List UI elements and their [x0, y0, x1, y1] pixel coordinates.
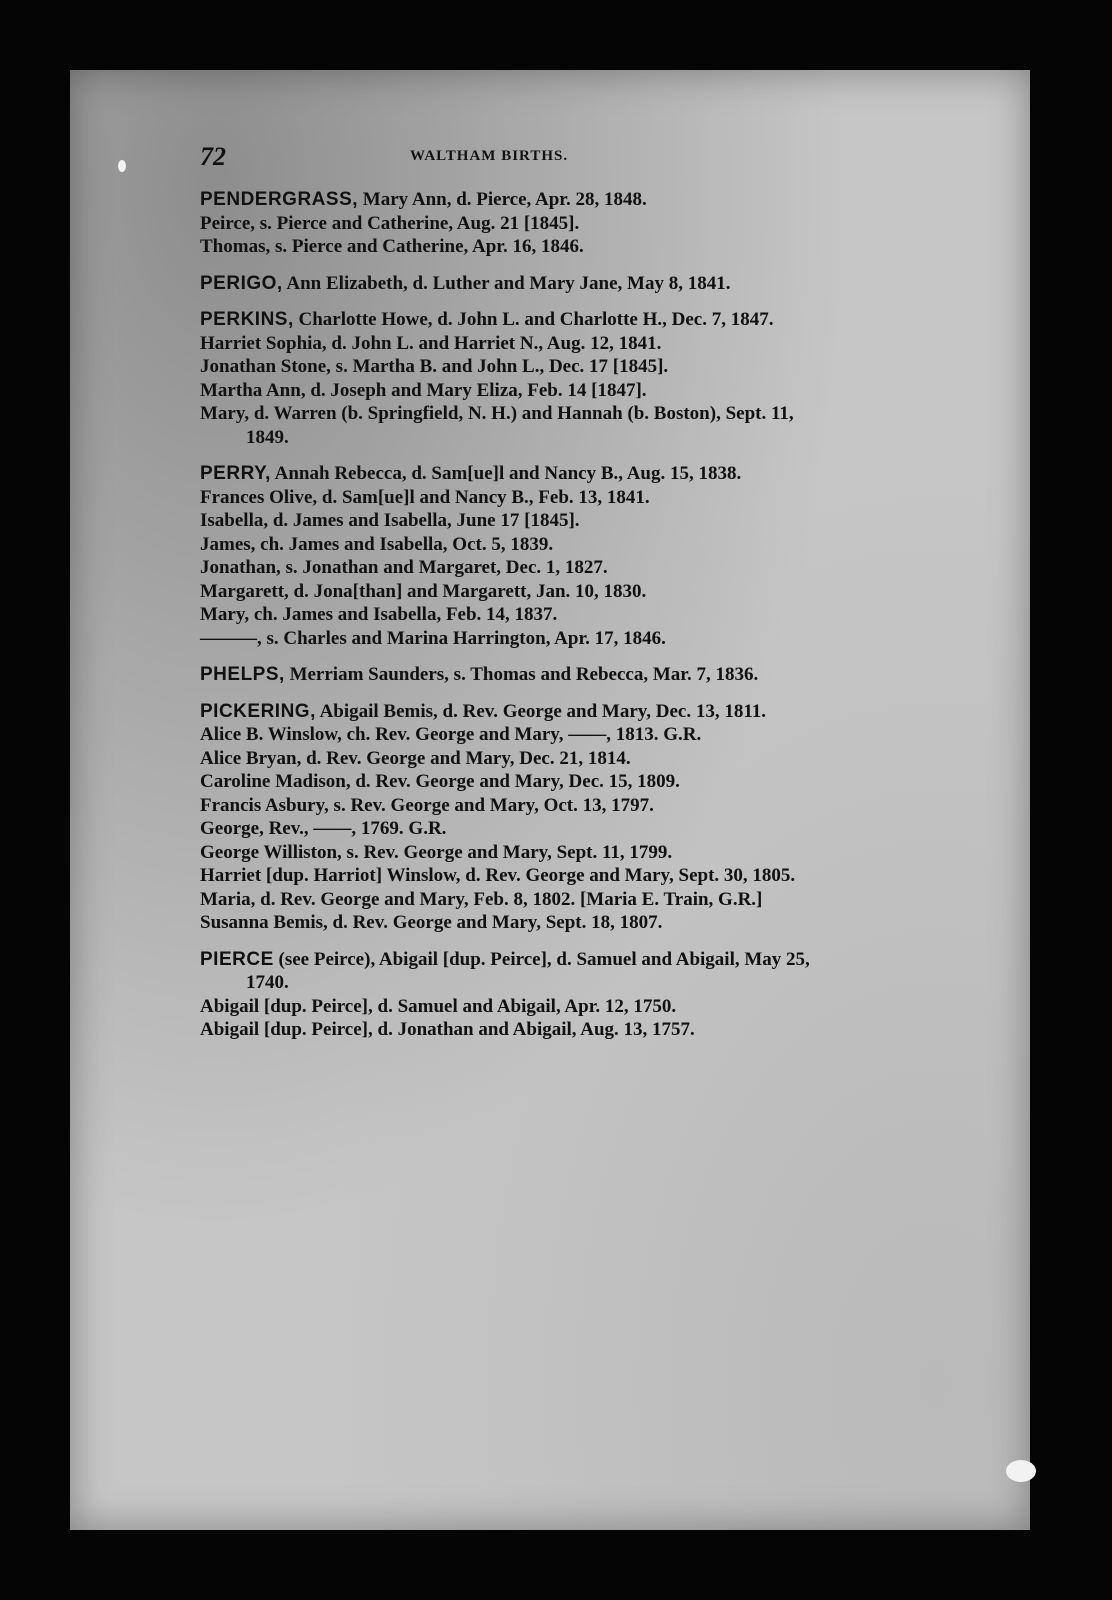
surname-entry: [200, 272, 830, 296]
entry-text: Mary Ann, d. Pierce, Apr. 28, 1848.: [362, 189, 647, 210]
entry-first-line: [200, 308, 830, 332]
entry-text: Annah Rebecca, d. Sam[ue]l and Nancy B., Aug. 15, 1838.: [274, 463, 742, 484]
entry-first-line: [200, 700, 830, 724]
sub-entry: Peirce, s. Pierce and Catherine, Aug. 21 [1845].: [200, 212, 580, 234]
entries-list: [200, 188, 830, 1055]
sub-entry: ———, s. Charles and Marina Harrington, Apr. 17, 1846.: [200, 627, 666, 649]
sub-entry: Martha Ann, d. Joseph and Mary Eliza, Feb. 14 [1847].: [200, 379, 647, 401]
sub-entry: Thomas, s. Pierce and Catherine, Apr. 16, 1846.: [200, 236, 584, 257]
surname-entry: [200, 700, 830, 935]
entry-text: Charlotte Howe, d. John L. and Charlotte H., Dec. 7, 1847.: [298, 309, 774, 330]
sub-entry: Abigail [dup. Peirce], d. Samuel and Abigail, Apr. 12, 1750.: [200, 995, 677, 1017]
entry-first-line: [200, 272, 830, 296]
sub-entry: Jonathan Stone, s. Martha B. and John L., Dec. 17 [1845].: [200, 356, 669, 377]
entry-text: (see Peirce), Abigail [dup. Peirce], d. Samuel and Abigail, May 25, 1740.: [246, 948, 810, 993]
surname: PHELPS,: [200, 664, 285, 685]
scan-speck: [1006, 1460, 1036, 1482]
entry-first-line: [200, 188, 830, 212]
entry-text: Merriam Saunders, s. Thomas and Rebecca, Mar. 7, 1836.: [289, 664, 759, 685]
sub-entry: Abigail [dup. Peirce], d. Jonathan and Abigail, Aug. 13, 1757.: [200, 1019, 695, 1040]
entry-first-line: [200, 462, 830, 486]
entry-first-line: [200, 663, 830, 687]
sub-entry: Mary, d. Warren (b. Springfield, N. H.) and Hannah (b. Boston), Sept. 11, 1849.: [200, 403, 794, 448]
sub-entry: Susanna Bemis, d. Rev. George and Mary, Sept. 18, 1807.: [200, 912, 663, 933]
surname: PIERCE: [200, 948, 274, 970]
surname: PERRY,: [200, 463, 271, 484]
sub-entry: Maria, d. Rev. George and Mary, Feb. 8, 1802. [Maria E. Train, G.R.]: [200, 888, 763, 910]
surname: PENDERGRASS,: [200, 189, 359, 210]
sub-entry: Margarett, d. Jona[than] and Margarett, Jan. 10, 1830.: [200, 580, 647, 602]
page-header: [200, 142, 900, 172]
entry-text: Ann Elizabeth, d. Luther and Mary Jane, May 8, 1841.: [286, 272, 731, 294]
surname-entry: [200, 462, 830, 650]
sub-entry: George Williston, s. Rev. George and Mary, Sept. 11, 1799.: [200, 841, 673, 863]
surname-entry: [200, 188, 830, 259]
surname: PERKINS,: [200, 309, 294, 330]
sub-entry: Alice B. Winslow, ch. Rev. George and Mary, ——, 1813. G.R.: [200, 724, 702, 745]
sub-entry: Harriet Sophia, d. John L. and Harriet N., Aug. 12, 1841.: [200, 332, 662, 354]
sub-entry: James, ch. James and Isabella, Oct. 5, 1839.: [200, 533, 554, 555]
entry-text: Abigail Bemis, d. Rev. George and Mary, Dec. 13, 1811.: [319, 700, 767, 722]
entry-first-line: [200, 948, 830, 995]
running-title: WALTHAM BIRTHS.: [410, 148, 569, 164]
scan-speck: [118, 160, 126, 172]
sub-entry: Alice Bryan, d. Rev. George and Mary, Dec. 21, 1814.: [200, 747, 631, 769]
sub-entry: Jonathan, s. Jonathan and Margaret, Dec. 1, 1827.: [200, 557, 608, 578]
surname-entry: [200, 308, 830, 449]
sub-entry: Mary, ch. James and Isabella, Feb. 14, 1837.: [200, 604, 558, 625]
sub-entry: George, Rev., ——, 1769. G.R.: [200, 818, 447, 839]
sub-entry: Caroline Madison, d. Rev. George and Mary, Dec. 15, 1809.: [200, 771, 680, 792]
sub-entry: Francis Asbury, s. Rev. George and Mary, Oct. 13, 1797.: [200, 794, 654, 816]
sub-entry: Isabella, d. James and Isabella, June 17 [1845].: [200, 510, 580, 531]
sub-entry: Harriet [dup. Harriot] Winslow, d. Rev. George and Mary, Sept. 30, 1805.: [200, 865, 796, 886]
surname: PICKERING,: [200, 700, 316, 722]
sub-entry: Frances Olive, d. Sam[ue]l and Nancy B., Feb. 13, 1841.: [200, 486, 650, 508]
surname: PERIGO,: [200, 272, 283, 294]
surname-entry: [200, 663, 830, 687]
surname-entry: [200, 948, 830, 1042]
page-number: 72: [200, 142, 226, 171]
